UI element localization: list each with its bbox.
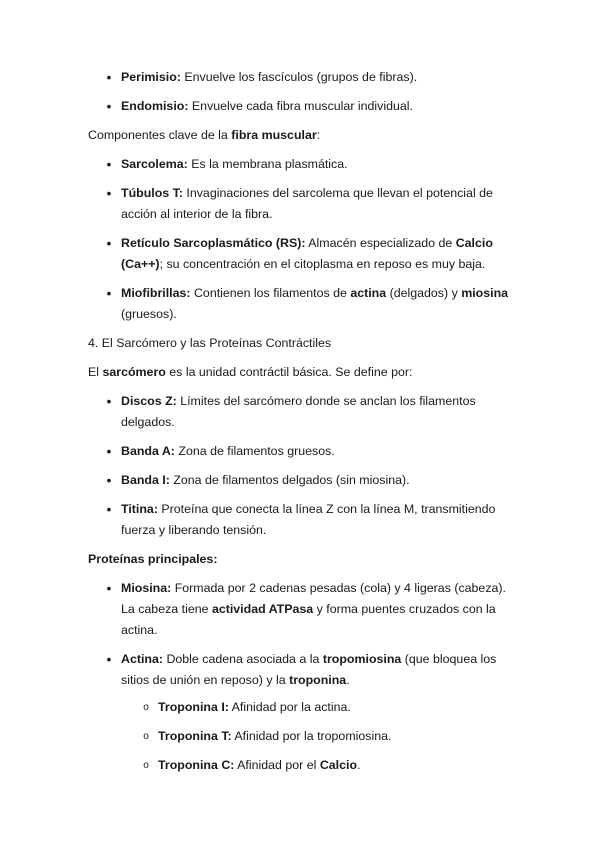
- definition: Envuelve cada fibra muscular individual.: [188, 99, 413, 113]
- term: Miofibrillas:: [121, 286, 191, 300]
- term: Troponina I:: [158, 700, 229, 714]
- definition: sitios de unión en reposo) y la: [121, 673, 290, 687]
- definition: Envuelve los fascículos (grupos de fibras).: [180, 70, 418, 84]
- bullet-icon: •: [106, 393, 112, 409]
- bullet-icon: •: [106, 472, 112, 488]
- list-item-banda-i: [106, 470, 521, 491]
- list-item-titina: [106, 499, 521, 541]
- text: :: [316, 128, 321, 142]
- sub-item-troponina-t: [143, 726, 518, 747]
- list-item-perimisio: [106, 67, 521, 88]
- list-item-actina: [106, 649, 521, 691]
- definition: (gruesos).: [121, 307, 177, 321]
- list-item-miofibrillas: [106, 283, 521, 325]
- definition: Almacén especializado de: [305, 236, 456, 250]
- list-item-sarcolema: [106, 154, 521, 175]
- bullet-icon: •: [106, 69, 112, 85]
- definition: Afinidad por el: [234, 758, 320, 772]
- definition: Es la membrana plasmática.: [187, 157, 348, 171]
- list-item-discos-z: [106, 391, 521, 433]
- bullet-icon: •: [106, 156, 112, 172]
- definition: Afinidad por la actina.: [228, 700, 351, 714]
- term: Troponina T:: [158, 729, 232, 743]
- definition: ; su concentración en el citoplasma en reposo es muy baja.: [159, 257, 486, 271]
- definition: Doble cadena asociada a la: [163, 652, 323, 666]
- term: Banda A:: [121, 444, 175, 458]
- circle-bullet-icon: o: [143, 731, 149, 742]
- definition: .: [346, 673, 350, 687]
- term: Sarcolema:: [121, 157, 188, 171]
- bullet-icon: •: [106, 98, 112, 114]
- bullet-icon: •: [106, 185, 112, 201]
- list-item-reticulo: [106, 233, 521, 275]
- definition: Zona de filamentos delgados (sin miosina).: [169, 473, 410, 487]
- text-bold: actina: [350, 286, 387, 300]
- text-bold: Calcio: [319, 758, 358, 772]
- sub-item-troponina-c: [143, 755, 518, 776]
- subsection-heading: [88, 549, 528, 570]
- text: El: [88, 365, 103, 379]
- text-bold: miosina: [461, 286, 509, 300]
- definition: La cabeza tiene: [121, 602, 212, 616]
- text: es la unidad contráctil básica. Se define por:: [165, 365, 413, 379]
- definition: acción al interior de la fibra.: [121, 207, 273, 221]
- text-bold: Calcio: [455, 236, 493, 250]
- term: Actina:: [121, 652, 163, 666]
- term: Retículo Sarcoplasmático (RS):: [121, 236, 306, 250]
- term: Discos Z:: [121, 394, 177, 408]
- section-heading: [88, 333, 528, 354]
- definition: Formada por 2 cadenas pesadas (cola) y 4 ligeras (cabeza).: [171, 581, 506, 595]
- heading-text: 4. El Sarcómero y las Proteínas Contráctiles: [88, 336, 332, 350]
- text-bold: fibra muscular: [231, 128, 317, 142]
- circle-bullet-icon: o: [143, 760, 149, 771]
- term: Perimisio:: [121, 70, 181, 84]
- text: Componentes clave de la: [88, 128, 232, 142]
- term: Banda I:: [121, 473, 170, 487]
- paragraph-sarcomero: [88, 362, 528, 383]
- definition: Afinidad por la tropomiosina.: [231, 729, 392, 743]
- text-bold: tropomiosina: [322, 652, 402, 666]
- bullet-icon: •: [106, 580, 112, 596]
- term: Endomisio:: [121, 99, 189, 113]
- term: Titina:: [121, 502, 158, 516]
- bullet-icon: •: [106, 443, 112, 459]
- definition: fuerza y liberando tensión.: [121, 523, 267, 537]
- list-item-miosina: [106, 578, 521, 641]
- definition: y forma puentes cruzados con la: [313, 602, 496, 616]
- definition: .: [357, 758, 361, 772]
- term: Miosina:: [121, 581, 172, 595]
- list-item-tubulos: [106, 183, 521, 225]
- list-item-endomisio: [106, 96, 521, 117]
- text-bold: sarcómero: [102, 365, 166, 379]
- paragraph-componentes: [88, 125, 528, 146]
- definition: delgados.: [121, 415, 175, 429]
- definition: actina.: [121, 623, 158, 637]
- term: Troponina C:: [158, 758, 235, 772]
- text-bold: actividad ATPasa: [211, 602, 314, 616]
- list-item-banda-a: [106, 441, 521, 462]
- circle-bullet-icon: o: [143, 702, 149, 713]
- text-bold: (Ca++): [121, 257, 160, 271]
- definition: (delgados) y: [386, 286, 462, 300]
- bullet-icon: •: [106, 651, 112, 667]
- definition: (que bloquea los: [401, 652, 497, 666]
- heading-text: Proteínas principales:: [88, 552, 218, 566]
- definition: Límites del sarcómero donde se anclan los filamentos: [176, 394, 476, 408]
- definition: Invaginaciones del sarcolema que llevan el potencial de: [182, 186, 493, 200]
- definition: Zona de filamentos gruesos.: [174, 444, 335, 458]
- sub-item-troponina-i: [143, 697, 518, 718]
- bullet-icon: •: [106, 235, 112, 251]
- bullet-icon: •: [106, 501, 112, 517]
- text-bold: troponina: [289, 673, 347, 687]
- definition: Contienen los filamentos de: [190, 286, 351, 300]
- bullet-icon: •: [106, 285, 112, 301]
- definition: Proteína que conecta la línea Z con la línea M, transmitiendo: [157, 502, 496, 516]
- term: Túbulos T:: [121, 186, 183, 200]
